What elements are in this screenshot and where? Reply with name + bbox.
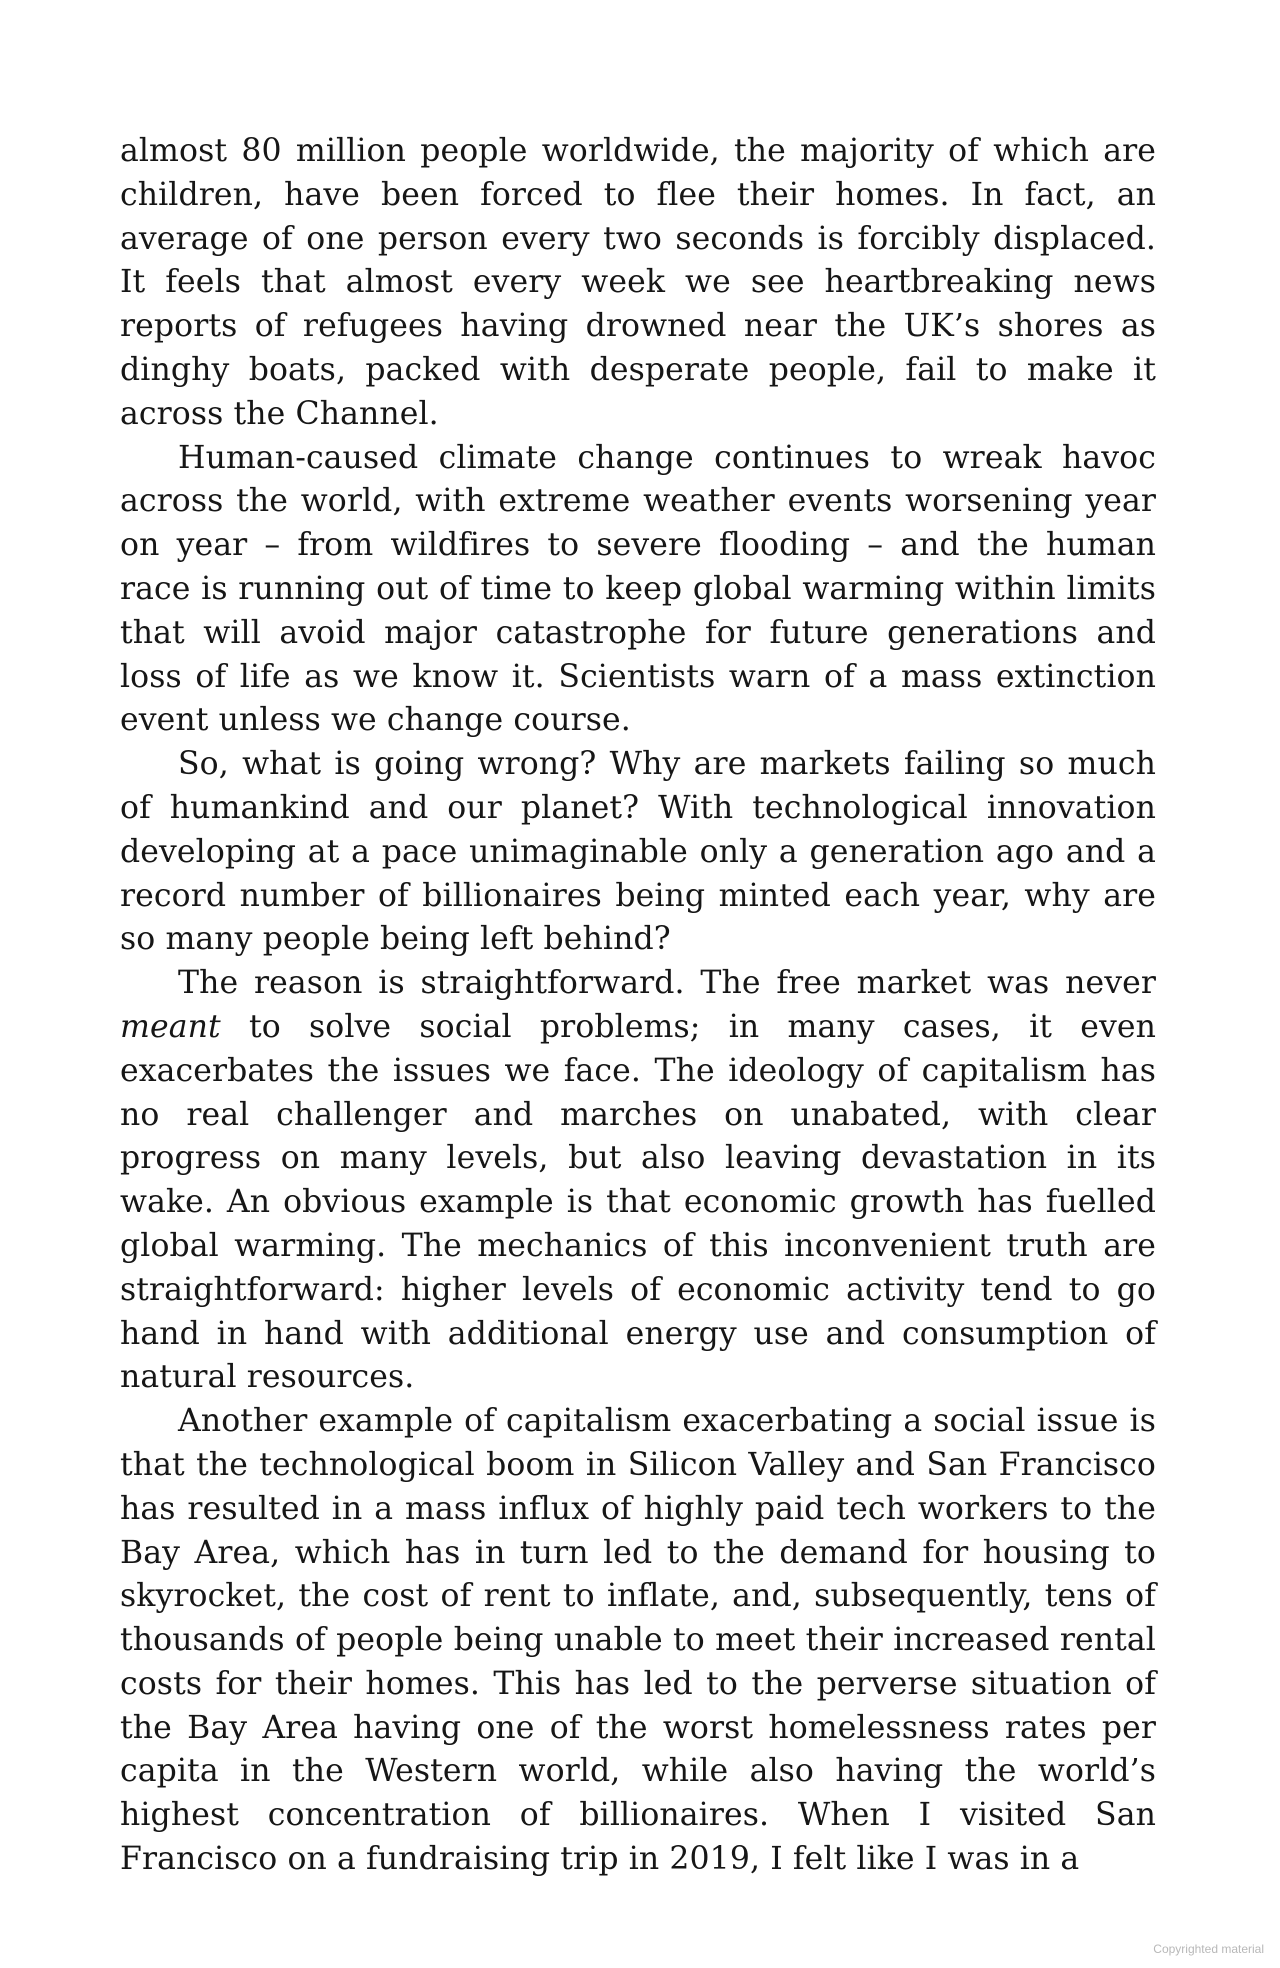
copyright-watermark: Copyrighted material	[1153, 1942, 1264, 1956]
paragraph-what-is-going-wrong: So, what is going wrong? Why are markets failing so much of humankind and our planet? With technological innovation developing at a pace unimaginable only a generation ago and a record number of billionaires being minted each year, why are so many people being left behind?	[120, 746, 1156, 958]
page-body	[120, 130, 1156, 1882]
emphasis-meant: meant	[120, 1008, 221, 1045]
paragraph-refugees: almost 80 million people worldwide, the majority of which are children, have been forced to flee their homes. In fact, an average of one person every two seconds is forcibly displaced. It feels that almost every week we see heartbreaking news reports of refugees having drowned near the UK’s shores as dinghy boats, packed with desperate people, fail to make it across the Channel.	[120, 133, 1156, 432]
paragraph-climate-change: Human-caused climate change continues to wreak havoc across the world, with extreme weather events worsening year on year – from wildfires to severe flooding – and the human race is running out of time to keep global warming within limits that will avoid major catastrophe for future generations and loss of life as we know it. Scientists warn of a mass extinction event unless we change course.	[120, 439, 1156, 739]
paragraph-free-market-before: The reason is straightforward. The free market was never	[178, 965, 1156, 1002]
paragraph-free-market	[120, 962, 1156, 1400]
paragraph-bay-area: Another example of capitalism exacerbating a social issue is that the technological boom in Silicon Valley and San Francisco has resulted in a mass influx of highly paid tech workers to the Bay Area, which has in turn led to the demand for housing to skyrocket, the cost of rent to inflate, and, subsequently, tens of thousands of people being unable to meet their increased rental costs for their homes. This has led to the perverse situation of the Bay Area having one of the worst homelessness rates per capita in the Western world, while also having the world’s highest concentration of billionaires. When I visited San Francisco on a fundraising trip in 2019, I felt like I was in a	[120, 1403, 1156, 1878]
paragraph-free-market-after: to solve social problems; in many cases, it even exacerbates the issues we face. The ideology of capitalism has no real challenger and marches on unabated, with clear progress on many levels, but also leaving devastation in its wake. An obvious example is that economic growth has fuelled global warming. The mechanics of this inconvenient truth are straightforward: higher levels of economic activity tend to go hand in hand with additional energy use and consumption of natural resources.	[120, 1008, 1156, 1396]
